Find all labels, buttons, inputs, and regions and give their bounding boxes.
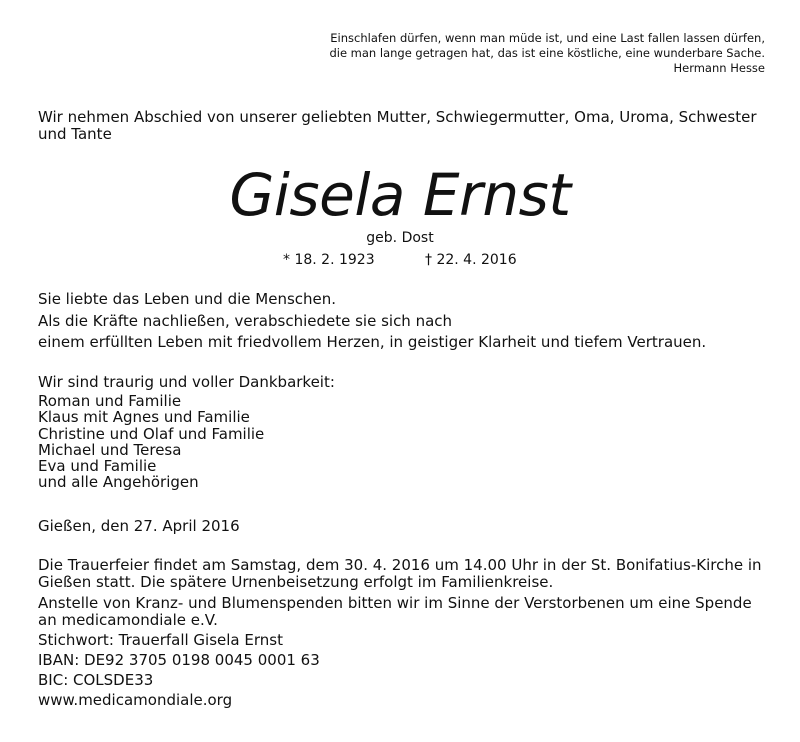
quote-author: Hermann Hesse bbox=[673, 61, 765, 75]
donation-line: Anstelle von Kranz- und Blumenspenden bitten wir im Sinne der Verstorbenen um eine Spende bbox=[38, 594, 752, 612]
quote-line: die man lange getragen hat, das ist eine köstliche, eine wunderbare Sache. bbox=[329, 46, 765, 60]
bank-iban: IBAN: DE92 3705 0198 0045 0001 63 bbox=[38, 651, 320, 669]
service-line: Gießen statt. Die spätere Urnenbeisetzung erfolgt im Familienkreise. bbox=[38, 573, 554, 591]
mourner-name: Christine und Olaf und Familie bbox=[38, 424, 265, 443]
mourner-name: Klaus mit Agnes und Familie bbox=[38, 408, 250, 427]
bank-bic: BIC: COLSDE33 bbox=[38, 671, 154, 689]
mourner-name: Roman und Familie bbox=[38, 392, 182, 410]
mourners-heading: Wir sind traurig und voller Dankbarkeit: bbox=[38, 373, 335, 391]
deceased-name: Gisela Ernst bbox=[229, 161, 571, 229]
website-link: www.medicamondiale.org bbox=[38, 691, 233, 709]
service-info bbox=[38, 557, 762, 591]
tribute-text bbox=[38, 289, 706, 354]
intro-text: Wir nehmen Abschied von unserer geliebten Mutter, Schwiegermutter, Oma, Uroma, Schwester und Tante bbox=[38, 108, 757, 143]
mourners-list bbox=[38, 393, 264, 491]
donation-line: an medicamondiale e.V. bbox=[38, 611, 218, 629]
mourner-name: und alle Angehörigen bbox=[38, 473, 199, 492]
mourner-name: Eva und Familie bbox=[38, 457, 157, 476]
quote-line: Einschlafen dürfen, wenn man müde ist, und eine Last fallen lassen dürfen, bbox=[330, 31, 765, 45]
bank-details bbox=[38, 630, 320, 710]
place-date: Gießen, den 27. April 2016 bbox=[38, 517, 240, 535]
mourner-name: Michael und Teresa bbox=[38, 440, 182, 459]
maiden-name: geb. Dost bbox=[366, 230, 434, 246]
donation-info bbox=[38, 595, 752, 629]
hesse-quote bbox=[329, 31, 765, 76]
death-date: † 22. 4. 2016 bbox=[425, 252, 517, 268]
birth-date: * 18. 2. 1923 bbox=[283, 252, 375, 268]
service-line: Die Trauerfeier findet am Samstag, dem 30. 4. 2016 um 14.00 Uhr in der St. Bonifatius-Kirche in bbox=[38, 556, 762, 574]
tribute-line: einem erfüllten Leben mit friedvollem Herzen, in geistiger Klarheit und tiefem Vertrauen. bbox=[38, 333, 707, 352]
bank-keyword: Stichwort: Trauerfall Gisela Ernst bbox=[38, 631, 283, 649]
tribute-line: Sie liebte das Leben und die Menschen. bbox=[38, 290, 337, 308]
tribute-line: Als die Kräfte nachließen, verabschiedete sie sich nach bbox=[38, 311, 453, 330]
